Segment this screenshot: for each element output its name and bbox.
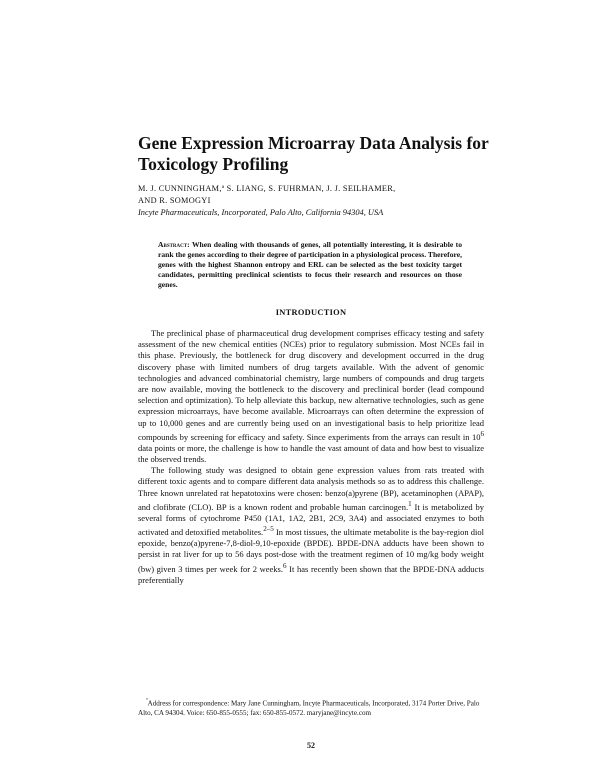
citation-ref-6: 6 <box>283 561 287 570</box>
paragraph-1-text-b: data points or more, the challenge is how to handle the vast amount of data and how best to visualize the observed trends. <box>138 442 484 465</box>
paragraph-2 <box>138 465 484 586</box>
article-title: Gene Expression Microarray Data Analysis for Toxicology Profiling <box>138 133 489 174</box>
paragraph-1-text-a: The preclinical phase of pharmaceutical drug development comprises efficacy testing and safety assessment of the new chemical entities (NCEs) prior to regulatory submission. Most NCEs fail in this phase. Previously, the bottleneck for drug discovery and development occurred in the drug discovery phase with limited numbers of drug targets available. With the advent of genomic technologies and advanced combinatorial chemistry, large numbers of compounds and drug targets are now available, moving the bottleneck to the discovery and preclinical border (lead compound selection and optimization). To help alleviate this backup, new alternative technologies, such as gene expression microarrays, have become available. Microarrays can often determine the expression of up to 10,000 genes and are currently being used on an investigational basis to help prioritize lead compounds by screening for efficacy and safety. Since experiments from the arrays can result in 10 <box>138 328 484 442</box>
citation-ref-1: 1 <box>408 499 412 508</box>
author-list <box>138 183 478 207</box>
authors-line-2: AND R. SOMOGYI <box>138 196 211 205</box>
abstract <box>158 240 462 290</box>
authors-line-1: M. J. CUNNINGHAM,ª S. LIANG, S. FUHRMAN, J. J. SEILHAMER, <box>138 184 396 193</box>
correspondence-footnote <box>138 697 484 719</box>
footnote-mark: ª <box>146 698 148 704</box>
citation-ref-2-5: 2–5 <box>263 525 274 534</box>
paragraph-2-text-c: In most tissues, the ultimate metabolite is the bay-region diol epoxide, benzo(a)pyrene-7,8-diol-9,10-epoxide (BPDE). BPDE-DNA adducts have been shown to persist in rat liver for up to 56 days post-dose with the treatment regimen of 10 mg/kg body weight (bw) given 3 times per week for 2 weeks. <box>138 526 484 574</box>
page-number: 52 <box>307 741 315 750</box>
section-heading-introduction: INTRODUCTION <box>275 308 347 317</box>
abstract-label: Abstract: <box>158 240 190 249</box>
introduction-body <box>138 328 484 586</box>
paragraph-2-text-d: It has recently been shown that the BPDE-DNA adducts preferentially <box>138 563 484 585</box>
paragraph-2-text-a: The following study was designed to obtain gene expression values from rats treated with different toxic agents and to compare different data analysis methods so as to address this challenge. Three known unrelated rat hepatotoxins were chosen: benzo(a)pyrene (BP), acetaminophen (APAP), and clofibrate (CLO). BP is a known rodent and probable human carcinogen. <box>138 465 484 512</box>
affiliation: Incyte Pharmaceuticals, Incorporated, Palo Alto, California 94304, USA <box>138 208 384 217</box>
footnote-text: Address for correspondence: Mary Jane Cunningham, Incyte Pharmaceuticals, Incorporated, 3174 Porter Drive, Palo Alto, CA 94304. Voice: 650-855-0555; fax: 650-855-0572. maryjane@incyte.com <box>138 699 480 717</box>
superscript-exponent: 6 <box>480 429 484 438</box>
abstract-text: When dealing with thousands of genes, all potentially interesting, it is desirable to rank the genes according to their degree of participation in a physiological process. Therefore, genes with the highest Shannon entropy and ERL can be selected as the best toxicity target candidates, permitting preclinical scientists to focus their research and resources on those genes. <box>158 240 462 289</box>
paragraph-2-text-b: It is metabolized by several forms of cytochrome P450 (1A1, 1A2, 2B1, 2C9, 3A4) and associated enzymes to both activated and detoxified metabolites. <box>138 501 484 537</box>
paragraph-1 <box>138 328 484 465</box>
